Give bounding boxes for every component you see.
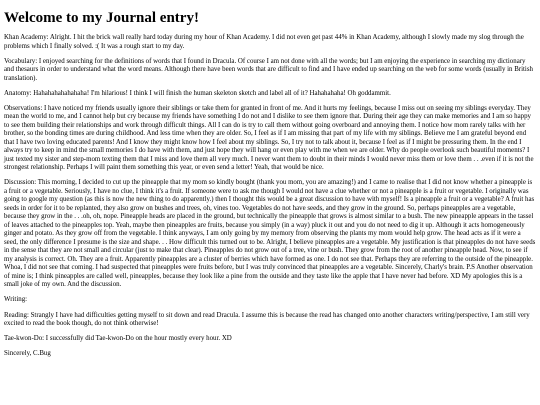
entry-writing: Writing:: [4, 296, 28, 304]
entry-vocabulary: Vocabulary: I enjoyed searching for the definitions of words that I found in Dracula. Of course I am not done with all the words; but I am enjoying the experience in searching my dictionary and thesaurs in order to understand what the word means. Although there have been words that are difficult to find and I have ended up searching on the web for some words (usually in British translation).: [4, 57, 533, 82]
page-title: Welcome to my Journal entry!: [4, 10, 199, 26]
entry-khan-academy: Khan Academy: Alright. I hit the brick wall really hard today during my hour of Khan Academy. I did not even get past 44% in Khan Academy, although I slowly made my slog through the problems which I finally solved. :( It was a rough start to my day.: [4, 34, 524, 50]
entry-taekwondo: Tae-kwon-Do: I successfully did Tae-kwon-Do on the hour mostly every hour. XD: [4, 335, 232, 343]
entry-observations: Observations: I have noticed my friends usually ignore their siblings or take them for granted in front of me. And it hurts my feelings, because I miss out on seeing my siblings everyday. They mean the world to me, and I cannot help but cry because my friends have something I do not and I dislike to see them ignore that. During their age they can make memories and I am so happy to see them building their relationships and work through difficult things. All I can do is try to call them without going overboard and annoying them. I notice how mom rarely talks with her brother, so the bonding times are during childhood. And less time when they are older. So, I feel as if I am missing that part of my life with my siblings. Believe me I am grateful beyond end that I have two loving educated parents! And I know they might know how I feel about my siblings. So, I try not to talk about it, because I feel as if I might be pressuring them. In the end I always try to keep in mind the small memories I do have with them, and just hope they will hang or even play with me when we are older. Why do people overlook such beautiful moments? I just texted my sister and step-mom texting them that I miss and love them all very much. I never want them to doubt in their minds I would never miss them or love them . . .even if it is not the strongest relationship. Perhaps I will paint them something this year, or even send a letter! Yeah, that would be nice.: [4, 104, 534, 172]
entry-discussion: Discussion: This morning, I decided to cut up the pineapple that my mom so kindly bought (thank you mom, you are amazing!) and I came to realise that I did not know whether a pineapple is a fruit or a vegetable. Seriously, I have no clue, I think it's a fruit. If someone were to ask me though I would not have a clue whether or not a pineapple is a fruit or vegetable. I originally was going to google my question (as this is now the new thing to do apparently.) then I thought this would be a great discussion to have with myself! Is a pineapple a fruit or a vegetable? A fruit has seeds in order for it to be replanted, they also grow on bushes and trees, oh, vines too. Vegetables do not have seeds, and they grow in the ground. So, perhaps pineapples are a vegetable, because they grow in the . . .oh, oh, nope. Pineapple heads are placed in the ground, but technically the pineapple that grows is almost similar to a bush. The new pineapple appears in the tassel of leaves attached to the pineapples top. Yeah, maybe then pineapples are fruits, because you simply (in a way) pluck it out and you do not need to dig it up. Although it acts homogeneously ginger and potato. As they grow off from the vegetable. I think anyways, I am only going by my memory from observing the plants my mom would help grow. The head acts as if it were a seed, the only difference I presume is the size and shape. . . How difficult this turned out to be. Alright, I believe pineapples are a vegetable. My justification is that pineapples do not have seeds in the sense that they are not small and circular (just to make that clear). Pineapples do not grow out of a tree, vine or bush. They grow from the root of another pineapple head. Now, to see if my analysis is correct. Oh. They are a fruit. Apparently pineapples are a cluster of berries which have formed as one. I do not see that. Perhaps they are referring to the outside of the pineapple. Whoa, I did not see that coming. I had suspected that pineapples were fruits before, but I was truly convinced that pineapples are a vegetable. Sincerely, Charly's brain. P.S Another observation of mine is; I think pineapples are called well, pineapples, because they look like a pine from the outside and they taste like the apple that I have never had before. XD My apologies this is a small joke of my own. And the discussion.: [4, 179, 536, 289]
entry-anatomy: Anatomy: Hahahahahahahaha! I'm hilarious! I think I will finish the human skeleton sketch and label all of it? Hahahahaha! Oh goddammit.: [4, 89, 391, 97]
entry-reading: Reading: Strangly I have had difficulties getting myself to sit down and read Dracula. I assume this is because the read has changed onto another characters writing/perspective, I am still very excited to read the book though, do not think otherwise!: [4, 311, 530, 328]
signature: Sincerely, C.Bug: [4, 350, 51, 358]
